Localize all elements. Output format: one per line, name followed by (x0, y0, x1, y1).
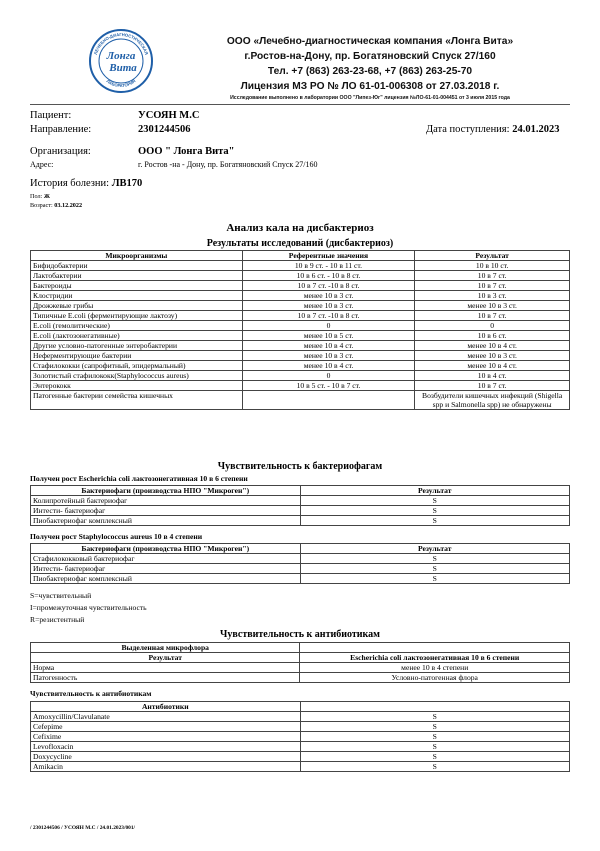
antibiotic-title: Чувствительность к антибиотикам (220, 629, 380, 640)
table-cell: Levofloxacin (31, 742, 301, 752)
table-cell: Другие условно-патогенные энтеробактерии (31, 341, 243, 351)
table-cell: менее 10 в 3 ст. (242, 351, 415, 361)
table-cell: 10 в 9 ст. - 10 в 11 ст. (242, 261, 415, 271)
company-logo (88, 28, 154, 94)
date-received (426, 124, 559, 135)
table-cell: 10 в 7 ст. (415, 311, 570, 321)
phage1-subhead: Получен рост Escherichia coli лактозонегативная 10 в 6 степени (30, 474, 248, 483)
age (30, 202, 82, 209)
table-cell: менее 10 в 4 ст. (242, 361, 415, 371)
table-cell: 10 в 5 ст. - 10 в 7 ст. (242, 381, 415, 391)
table-row (31, 673, 570, 683)
col-result: Результат (300, 544, 569, 554)
table-cell: Клостридии (31, 291, 243, 301)
history-label: История болезни: (30, 178, 110, 189)
table-cell: S (300, 722, 569, 732)
flora-pathogen-value: Условно-патогенная флора (300, 673, 570, 683)
table-row (31, 574, 570, 584)
col-reference: Референтные значения (242, 251, 415, 261)
phage-title: Чувствительность к бактериофагам (217, 461, 383, 472)
table-cell: S (300, 762, 569, 772)
table-cell: 10 в 3 ст. (415, 291, 570, 301)
logo-text-1: Лонга (106, 50, 136, 62)
table-cell: Дрожжевые грибы (31, 301, 243, 311)
footer-reference: / 2301244506 / УСОЯН М.С / 24.01.2023/001/ (30, 825, 136, 831)
table-cell: S (300, 506, 569, 516)
table-row (31, 391, 570, 410)
table-row (31, 752, 570, 762)
table-cell: менее 10 в 3 ст. (415, 301, 570, 311)
table-cell: S (300, 712, 569, 722)
date-label: Дата поступления: (426, 124, 510, 135)
table-cell: Стафилококковый бактериофаг (31, 554, 301, 564)
table-cell: 0 (242, 321, 415, 331)
table-cell: Типичные E.coli (ферментирующие лактозу) (31, 311, 243, 321)
table-row (31, 762, 570, 772)
table-cell: менее 10 в 4 ст. (242, 341, 415, 351)
company-address: г.Ростов-на-Дону, пр. Богатяновский Спуск 27/160 (244, 51, 496, 62)
table-cell: Стафилококки (сапрофитный, эпидермальный) (31, 361, 243, 371)
sex (30, 193, 50, 200)
table-cell: Колипротейный бактериофаг (31, 496, 301, 506)
table-cell: Amikacin (31, 762, 301, 772)
legend-i: I=промежуточная чувствительность (30, 603, 147, 612)
phage2-table (30, 543, 570, 584)
address-value: г. Ростов -на - Дону, пр. Богатяновский Спуск 27/160 (138, 160, 318, 169)
table-cell: 0 (242, 371, 415, 381)
table-row (31, 361, 570, 371)
col-antibiotic: Антибиотики (31, 702, 301, 712)
table-row (31, 271, 570, 281)
col-phage: Бактериофаги (производства НПО "Микроген") (31, 544, 301, 554)
table-cell: S (300, 574, 569, 584)
table-row (31, 554, 570, 564)
results-title: Результаты исследований (дисбактериоз) (206, 238, 394, 249)
table-cell: менее 10 в 5 ст. (242, 331, 415, 341)
table-cell: менее 10 в 4 ст. (415, 341, 570, 351)
table-cell: E.coli (лактозонегативные) (31, 331, 243, 341)
table-header-row (31, 544, 570, 554)
table-cell: менее 10 в 4 ст. (415, 361, 570, 371)
report-title: Анализ кала на дисбактериоз (226, 222, 374, 234)
patient-name: УСОЯН М.С (138, 110, 200, 121)
table-row (31, 506, 570, 516)
company-phone: Тел. +7 (863) 263-23-68, +7 (863) 263-25-70 (267, 66, 473, 77)
table-cell: 10 в 7 ст. (415, 271, 570, 281)
header-divider (30, 104, 570, 105)
flora-header-empty (300, 643, 570, 653)
table-cell: S (300, 496, 569, 506)
table-cell: S (300, 564, 569, 574)
history (30, 178, 142, 189)
table-cell: 10 в 7 ст. (415, 381, 570, 391)
col-antibiotic-empty (300, 702, 569, 712)
phage1-table (30, 485, 570, 526)
table-cell: 10 в 7 ст. -10 в 8 ст. (242, 281, 415, 291)
table-cell: Бактероиды (31, 281, 243, 291)
flora-norm-value: менее 10 в 4 степени (300, 663, 570, 673)
table-cell: менее 10 в 3 ст. (242, 301, 415, 311)
table-cell: 10 в 10 ст. (415, 261, 570, 271)
table-cell: Золотистый стафилококк(Staphylococcus aureus) (31, 371, 243, 381)
table-cell: Патогенные бактерии семейства кишечных (31, 391, 243, 410)
table-row (31, 732, 570, 742)
legend-r: R=резистентный (30, 615, 85, 624)
table-cell: S (300, 732, 569, 742)
table-row (31, 341, 570, 351)
table-cell: менее 10 в 3 ст. (242, 291, 415, 301)
table-row (31, 371, 570, 381)
table-row (31, 311, 570, 321)
organization-value: ООО " Лонга Вита" (138, 146, 235, 157)
table-cell: Интести- бактериофаг (31, 506, 301, 516)
col-result: Результат (300, 486, 569, 496)
results-table (30, 250, 570, 410)
table-row (31, 321, 570, 331)
table-cell: 10 в 4 ст. (415, 371, 570, 381)
logo-ring-bottom: ЛАБОРАТОРИЯ (105, 78, 137, 89)
table-cell: Doxycycline (31, 752, 301, 762)
table-row (31, 742, 570, 752)
table-row (31, 643, 570, 653)
table-cell: Cefepime (31, 722, 301, 732)
date-value: 24.01.2023 (512, 124, 560, 135)
table-row (31, 291, 570, 301)
table-row (31, 653, 570, 663)
table-cell: Неферментирующие бактерии (31, 351, 243, 361)
company-license: Лицензия МЗ РО № ЛО 61-01-006308 от 27.03.2018 г. (240, 81, 500, 92)
table-row (31, 516, 570, 526)
logo-text-2: Вита (109, 62, 137, 74)
table-cell (242, 391, 415, 410)
table-cell: 10 в 6 ст. (415, 331, 570, 341)
table-row (31, 261, 570, 271)
table-cell: S (300, 554, 569, 564)
table-cell: 10 в 7 ст. (415, 281, 570, 291)
table-row (31, 351, 570, 361)
table-header-row (31, 251, 570, 261)
table-cell: S (300, 516, 569, 526)
flora-organism: Escherichia coli лактозонегативная 10 в 6 степени (300, 653, 570, 663)
table-header-row (31, 702, 570, 712)
lab-note: Исследование выполнено в лаборатории ООО "Липез-Юг" лицензия №ЛО-61-01-004451 от 3 июля 2015 года (230, 95, 510, 101)
patient-label: Пациент: (30, 110, 72, 121)
table-cell: Возбудители кишечных инфекций (Shigella spp и Salmonella spp) не обнаружены (415, 391, 570, 410)
table-cell: 10 в 7 ст. -10 в 8 ст. (242, 311, 415, 321)
table-header-row (31, 486, 570, 496)
referral-label: Направление: (30, 124, 92, 135)
col-result: Результат (415, 251, 570, 261)
company-name: ООО «Лечебно-диагностическая компания «Лонга Вита» (226, 36, 514, 47)
sex-label: Пол: (30, 193, 43, 200)
table-row (31, 331, 570, 341)
history-value: ЛВ170 (111, 178, 143, 189)
table-row (31, 712, 570, 722)
table-row (31, 564, 570, 574)
table-cell: Энтерококк (31, 381, 243, 391)
table-cell: Интести- бактериофаг (31, 564, 301, 574)
table-cell: Cefixime (31, 732, 301, 742)
flora-pathogen-label: Патогенность (31, 673, 300, 683)
col-microorganisms: Микроорганизмы (31, 251, 243, 261)
table-row (31, 663, 570, 673)
table-row (31, 281, 570, 291)
phage2-subhead: Получен рост Staphylococcus aureus 10 в 4 степени (30, 532, 203, 541)
table-row (31, 722, 570, 732)
flora-result-header: Результат (31, 653, 300, 663)
table-cell: 10 в 6 ст. - 10 в 8 ст. (242, 271, 415, 281)
sensitivity-legend (30, 590, 147, 626)
referral-number: 2301244506 (138, 124, 191, 135)
age-value: 03.12.2022 (54, 202, 83, 209)
table-cell: менее 10 в 3 ст. (415, 351, 570, 361)
address-label: Адрес: (30, 160, 54, 169)
letterhead (160, 34, 580, 102)
table-cell: S (300, 742, 569, 752)
table-cell: Amoxycillin/Clavulanate (31, 712, 301, 722)
sex-value: Ж (43, 193, 50, 200)
col-phage: Бактериофаги (производства НПО "Микроген") (31, 486, 301, 496)
organization-label: Организация: (30, 146, 91, 157)
table-cell: S (300, 752, 569, 762)
table-row (31, 301, 570, 311)
logo-ring-top: ЛЕЧЕБНО-ДИАГНОСТИЧЕСКАЯ (92, 31, 150, 56)
legend-s: S=чувствительный (30, 591, 92, 600)
abx-subhead: Чувствительность к антибиотикам (30, 689, 152, 698)
table-cell: Лактобактерии (31, 271, 243, 281)
age-label: Возраст: (30, 202, 53, 209)
table-row (31, 381, 570, 391)
table-cell: Пиобактериофаг комплексный (31, 516, 301, 526)
table-cell: 0 (415, 321, 570, 331)
flora-norm-label: Норма (31, 663, 300, 673)
antibiotics-table (30, 701, 570, 772)
table-cell: Бифидобактерии (31, 261, 243, 271)
flora-header: Выделенная микрофлора (31, 643, 300, 653)
table-row (31, 496, 570, 506)
flora-table (30, 642, 570, 683)
table-cell: E.coli (гемолитические) (31, 321, 243, 331)
table-cell: Пиобактериофаг комплексный (31, 574, 301, 584)
